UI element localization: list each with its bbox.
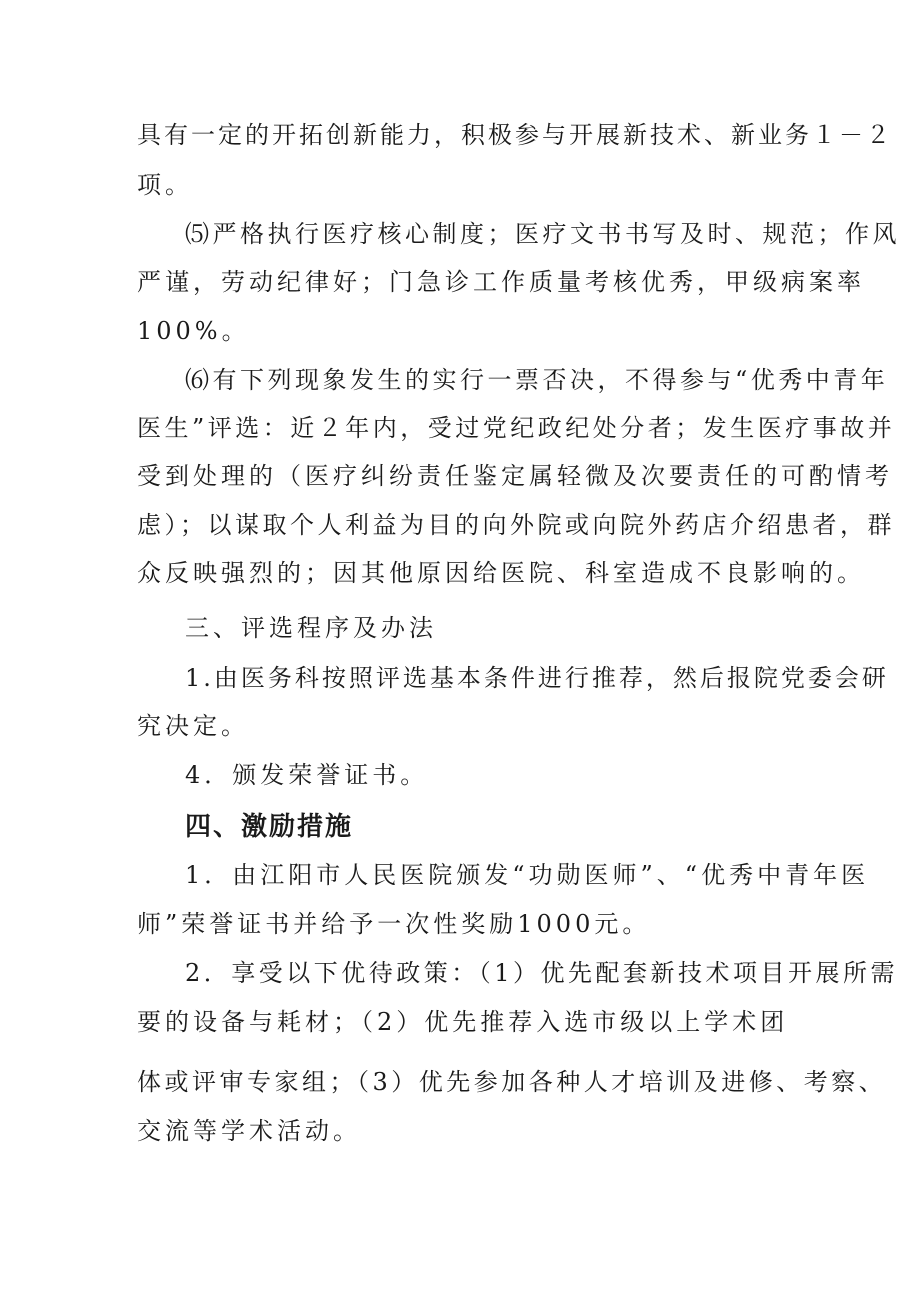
paragraph-line: 体或评审专家组；（3）优先参加各种人才培训及进修、考察、: [137, 1068, 887, 1096]
paragraph-line: 项。: [137, 171, 193, 199]
paragraph-line: 究决定。: [137, 712, 249, 740]
paragraph-line: 2．享受以下优待政策：（1）优先配套新技术项目开展所需: [185, 959, 899, 987]
paragraph-line: ⑹有下列现象发生的实行一票否决，不得参与“优秀中青年: [185, 366, 889, 394]
section-heading: 三、评选程序及办法: [185, 614, 437, 642]
paragraph-line: 1.由医务科按照评选基本条件进行推荐，然后报院党委会研: [185, 664, 889, 692]
paragraph-line: 受到处理的（医疗纠纷责任鉴定属轻微及次要责任的可酌情考: [137, 462, 893, 490]
paragraph-line: 虑）；以谋取个人利益为目的向外院或向院外药店介绍患者，群: [137, 511, 895, 539]
paragraph-line: 众反映强烈的；因其他原因给医院、科室造成不良影响的。: [137, 559, 865, 587]
paragraph-line: 交流等学术活动。: [137, 1117, 361, 1145]
paragraph-line: ⑸严格执行医疗核心制度；医疗文书书写及时、规范；作风: [185, 220, 900, 248]
paragraph-line: 1．由江阳市人民医院颁发“功勋医师”、“优秀中青年医: [185, 861, 870, 889]
section-heading: 四、激励措施: [185, 812, 354, 842]
paragraph-line: 要的设备与耗材；（2）优先推荐入选市级以上学术团: [137, 1008, 789, 1036]
paragraph-line: 严谨，劳动纪律好；门急诊工作质量考核优秀，甲级病案率: [137, 268, 865, 296]
paragraph-line: 4．颁发荣誉证书。: [185, 761, 429, 789]
paragraph-line: 具有一定的开拓创新能力，积极参与开展新技术、新业务１－２: [137, 121, 893, 149]
paragraph-line: 100%。: [137, 317, 250, 345]
paragraph-line: 医生”评选：近２年内，受过党纪政纪处分者；发生医疗事故并: [137, 414, 896, 442]
paragraph-line: 师”荣誉证书并给予一次性奖励1000元。: [137, 910, 651, 938]
